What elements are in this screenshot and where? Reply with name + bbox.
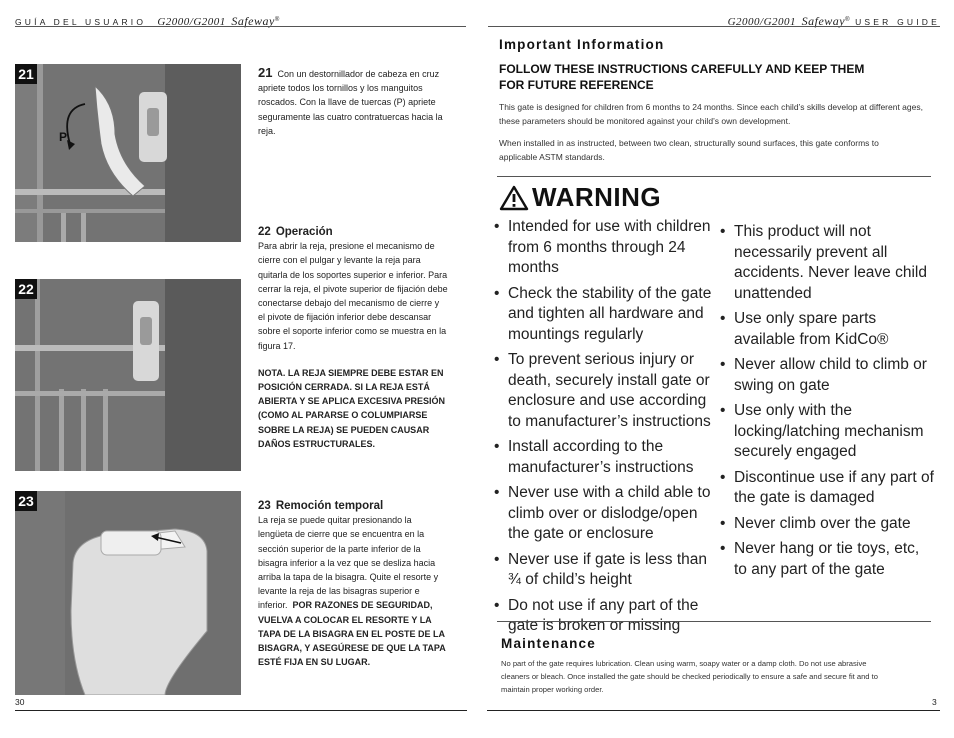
- warning-item: • Never use if gate is less than ¾ of child’s height: [494, 550, 716, 591]
- warning-item: • Install according to the manufacturer’s instructions: [494, 437, 716, 478]
- maintenance-title: Maintenance: [501, 636, 596, 651]
- step-21: [258, 66, 448, 138]
- figure-21: [15, 64, 241, 242]
- warning-item: • Discontinue use if any part of the gate is damaged: [720, 468, 934, 509]
- step-22-number: 22: [258, 226, 271, 238]
- figure-21-illustration: [15, 64, 241, 242]
- right-header-rule: [488, 26, 940, 27]
- warning-title: WARNING: [532, 182, 662, 212]
- figure-23-illustration: [15, 491, 241, 695]
- step-22: [258, 225, 448, 451]
- warning-item: • Never allow child to climb or swing on gate: [720, 355, 934, 396]
- right-page-number: 3: [932, 697, 937, 707]
- important-paragraph-1: This gate is designed for children from 6 months to 24 months. Since each child’s skills develop at different ages, these parameters should be monitored against your child’s own development.: [499, 102, 923, 126]
- maintenance-text: No part of the gate requires lubrication. Clean using warm, soapy water or a damp cloth. Do not use abrasive cleaners or bleach. Once installed the gate should be checked periodically to ensure a safe and secure fit and to maintain proper working order.: [501, 659, 878, 694]
- warning-item: • Never use with a child able to climb over or dislodge/open the gate or enclosure: [494, 483, 716, 545]
- figure-22-illustration: [15, 279, 241, 471]
- step-22-title: Operación: [275, 226, 333, 238]
- warning-item: • Never climb over the gate: [720, 514, 934, 535]
- left-header-reg-mark: ®: [274, 17, 280, 24]
- right-header-model: G2000/G2001: [727, 16, 797, 28]
- important-rule: [497, 176, 931, 177]
- step-23-number: 23: [258, 500, 271, 512]
- important-title: Important Information: [499, 37, 665, 52]
- left-header-model: G2000/G2001: [157, 16, 226, 28]
- warning-item: • Use only with the locking/latching mechanism securely engaged: [720, 401, 934, 463]
- right-footer-rule: [487, 710, 940, 711]
- warning-item: • This product will not necessarily prevent all accidents. Never leave child unattended: [720, 222, 934, 304]
- right-header-label: USER GUIDE: [855, 17, 940, 27]
- warning-item: [720, 309, 934, 350]
- left-footer-rule: [15, 710, 467, 711]
- warning-item: • Check the stability of the gate and tighten all hardware and mountings regularly: [494, 284, 716, 346]
- figure-22-number: 22: [15, 279, 37, 299]
- warning-item: • Do not use if any part of the gate is broken or missing: [494, 596, 716, 637]
- step-21-text: Con un destornillador de cabeza en cruz apriete todos los tornillos y los manguitos roscados. Con la llave de tuercas (P) apriete seguramente las cuatro contratuercas hacia la reja.: [258, 69, 443, 136]
- important-subtitle: FOLLOW THESE INSTRUCTIONS CAREFULLY AND KEEP THEM FOR FUTURE REFERENCE: [499, 62, 865, 92]
- right-header-reg-mark: ®: [845, 17, 850, 24]
- left-header-brand: Safeway: [231, 14, 275, 28]
- warning-rule: [497, 621, 931, 622]
- warning-item: • To prevent serious injury or death, securely install gate or enclosure and use according to manufacturer’s instructions: [494, 350, 716, 432]
- step-22-warning: NOTA. LA REJA SIEMPRE DEBE ESTAR EN POSICIÓN CERRADA. SI LA REJA ESTÁ ABIERTA Y SE APLICA EXCESIVA PRESIÓN (COMO AL PARARSE O COLUMPIARSE SOBRE LA REJA) SE PUEDEN CAUSAR DAÑOS ESTRUCTURALES.: [258, 367, 446, 449]
- warning-heading: [499, 182, 661, 213]
- warning-item-text: Use only spare parts available from KidCo®: [734, 310, 889, 348]
- warning-item: • Intended for use with children from 6 months through 24 months: [494, 217, 716, 279]
- warning-item: • Never hang or tie toys, etc, to any part of the gate: [720, 539, 934, 580]
- left-header-label: GUÍA DEL USUARIO: [15, 17, 147, 27]
- figure-23: [15, 491, 241, 695]
- figure-23-number: 23: [15, 491, 37, 511]
- warning-triangle-icon: [499, 185, 529, 211]
- step-23-text: La reja se puede quitar presionando la lengüeta de cierre que se encuentra en la sección superior de la parte inferior de la bisagra inferior a la vez que se desliza hacia arriba la tapa de la bisagra. Quite el resorte y levante la reja de las bisagras superior e inferior.: [258, 515, 439, 611]
- step-23-title: Remoción temporal: [275, 500, 384, 512]
- left-header-rule: [15, 26, 466, 27]
- step-21-number: 21: [258, 65, 273, 80]
- important-paragraph-2: When installed in as instructed, between two clean, structurally sound surfaces, this gate conforms to applicable ASTM standards.: [499, 138, 879, 162]
- step-23: [258, 499, 448, 669]
- figure-21-callout-p: P: [59, 130, 68, 144]
- step-22-text: Para abrir la reja, presione el mecanismo de cierre con el pulgar y levante la reja para quitarla de los soportes superior e inferior. Para cerrar la reja, el pivote superior de fijación debe conectarse debajo del mecanismo de cierre y el pivote de fijación inferior debe descansar sobre el soporte inferior como se muestra en la figura 17.: [258, 241, 448, 351]
- left-page-number: 30: [15, 697, 25, 707]
- warning-list-right: [720, 222, 934, 585]
- warning-list-left: [494, 217, 716, 642]
- right-header-brand: Safeway: [801, 14, 846, 28]
- step-23-warning: POR RAZONES DE SEGURIDAD, VUELVA A COLOCAR EL RESORTE Y LA TAPA DE LA BISAGRA EN EL POSTE DE LA BISAGRA, Y ASEGÚRESE DE QUE LA TAPA ESTÉ FIJA EN SU LUGAR.: [258, 600, 446, 668]
- figure-21-number: 21: [15, 64, 37, 84]
- figure-22: [15, 279, 241, 471]
